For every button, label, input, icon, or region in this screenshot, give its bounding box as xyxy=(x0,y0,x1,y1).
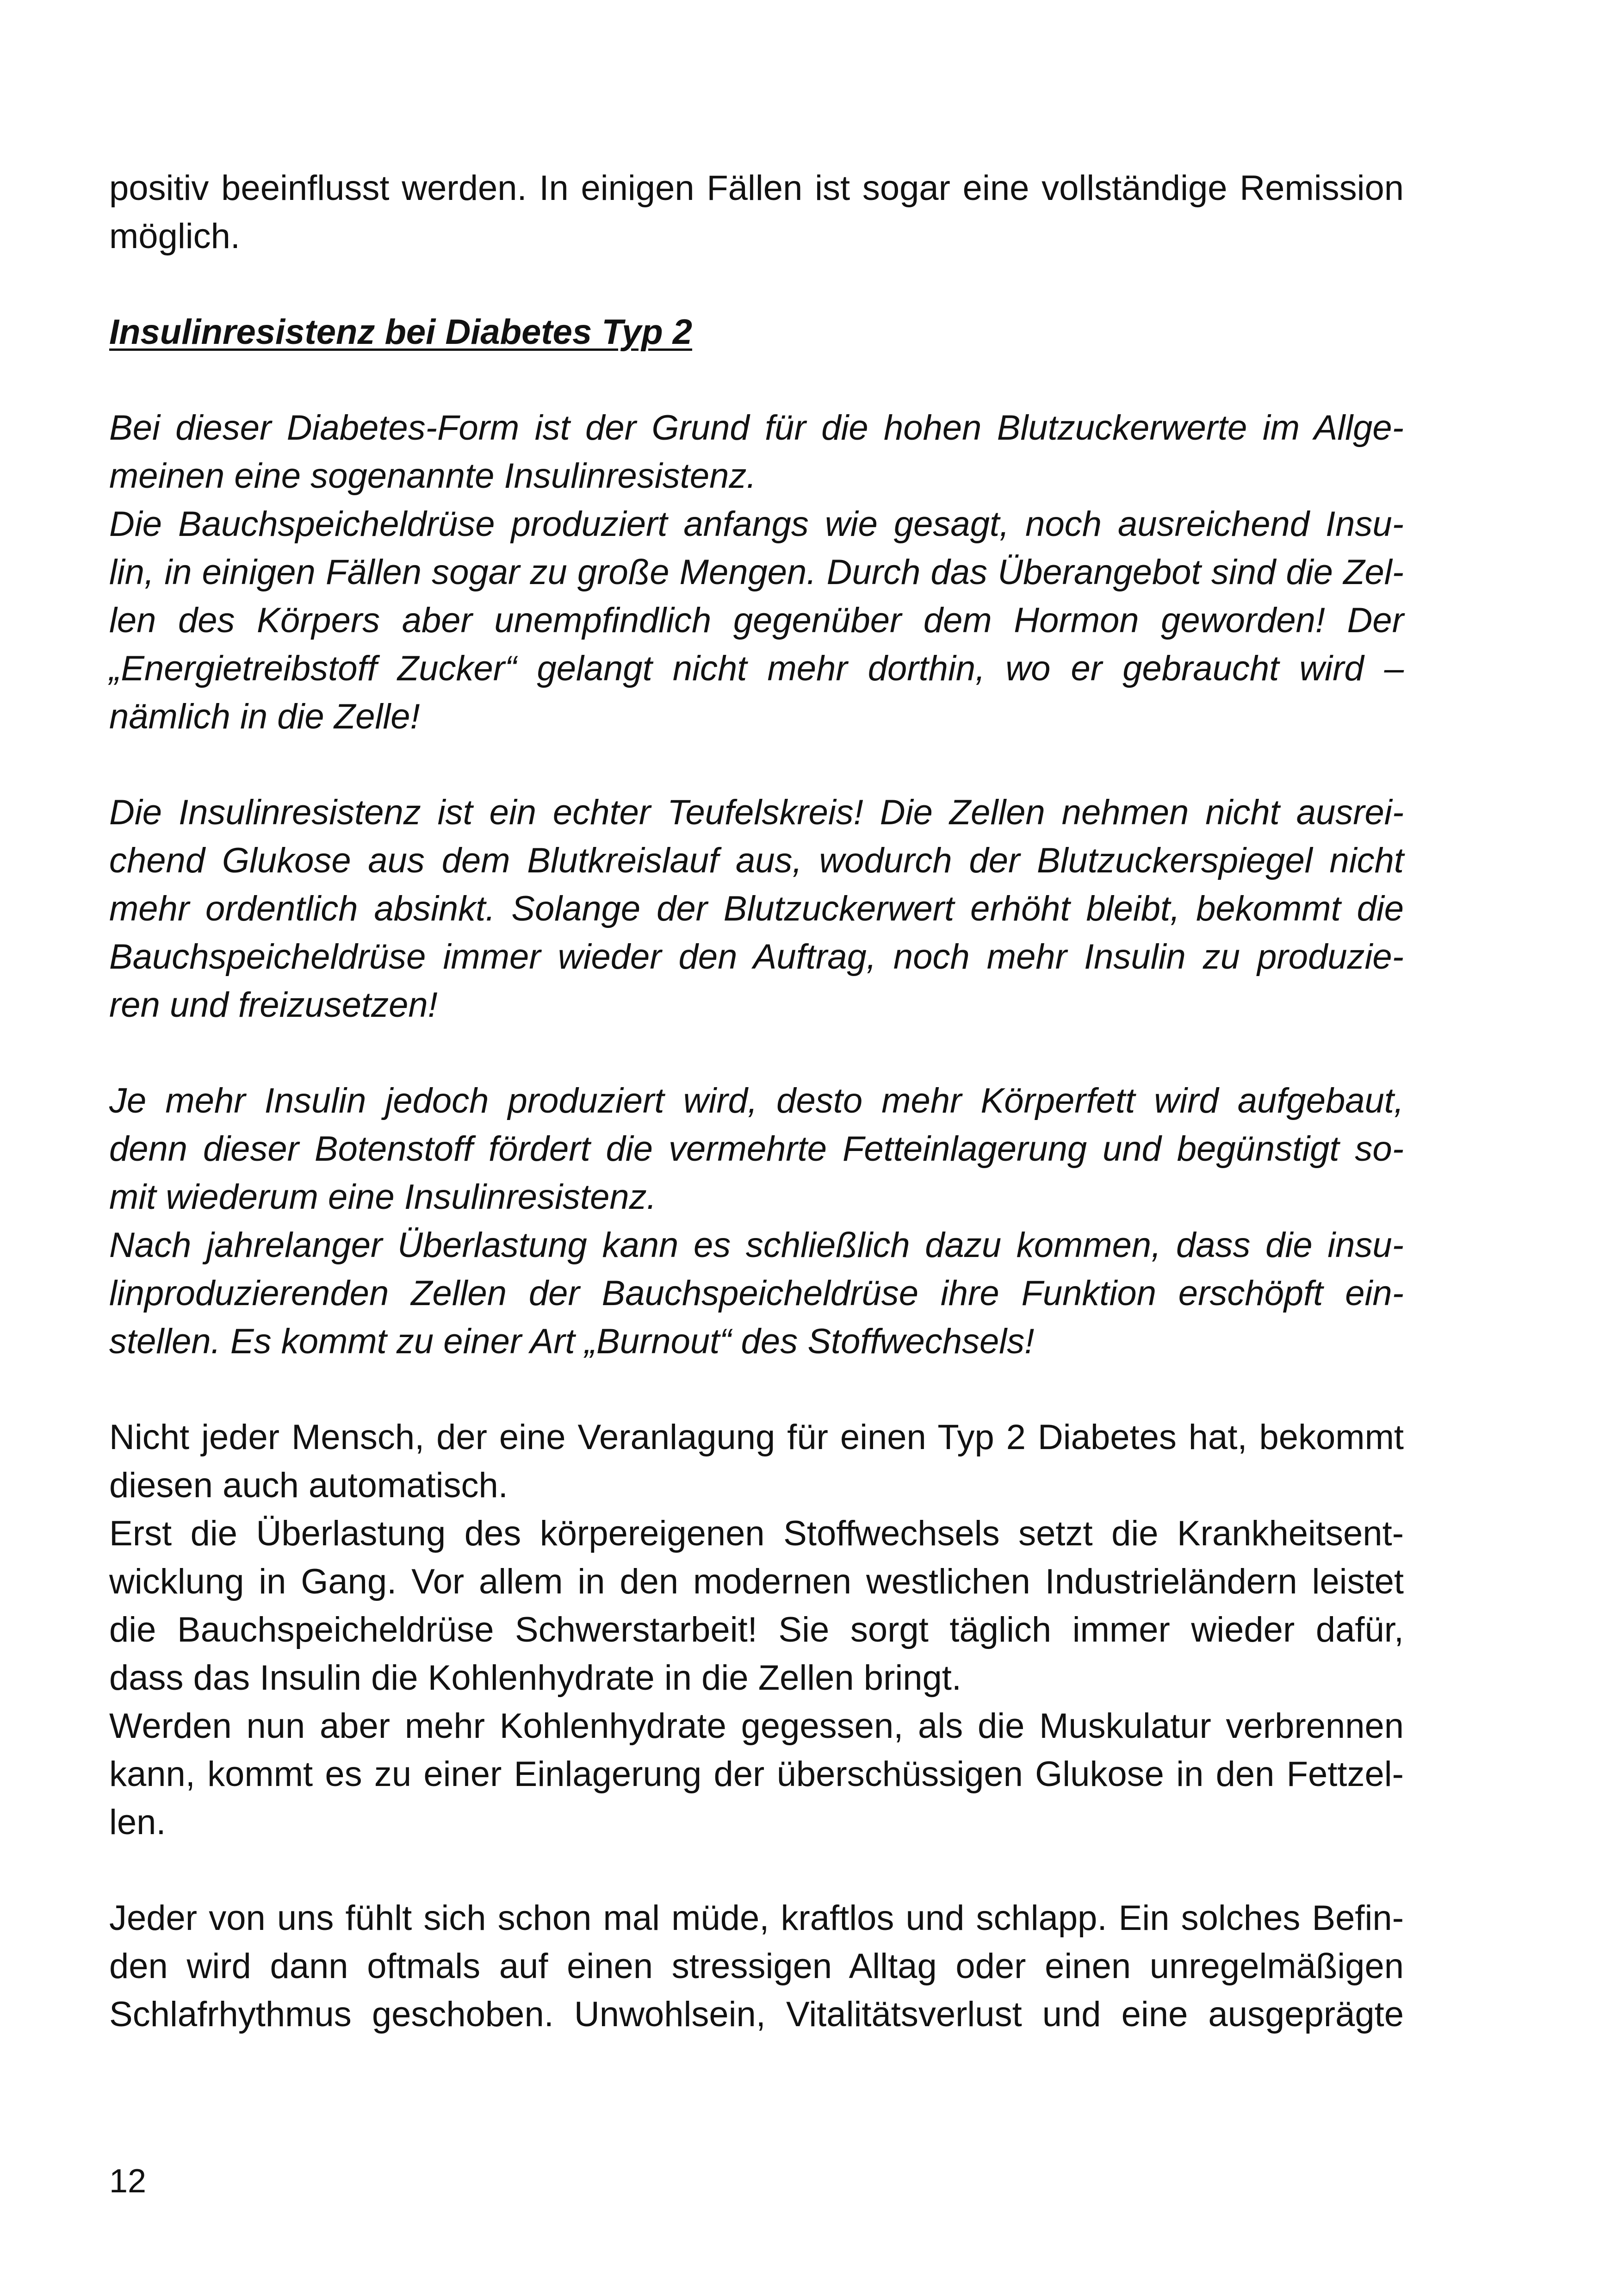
text-line: Die Insulinresistenz ist ein echter Teufelskreis! Die Zellen nehmen nicht ausrei- xyxy=(109,793,1404,832)
text-line: Je mehr Insulin jedoch produziert wird, desto mehr Körperfett wird aufgebaut, xyxy=(109,1081,1404,1120)
text-line: linproduzierenden Zellen der Bauchspeicheldrüse ihre Funktion erschöpft ein- xyxy=(109,1274,1404,1313)
text-line: Nach jahrelanger Überlastung kann es schließlich dazu kommen, dass die insu- xyxy=(109,1226,1404,1265)
text-line: mehr ordentlich absinkt. Solange der Blutzuckerwert erhöht bleibt, bekommt die xyxy=(109,889,1404,928)
text-line: Bei dieser Diabetes-Form ist der Grund für die hohen Blutzuckerwerte im Allge- xyxy=(109,408,1404,448)
text-line: dass das Insulin die Kohlenhydrate in die Zellen bringt. xyxy=(109,1658,962,1698)
text-line: stellen. Es kommt zu einer Art „Burnout“ des Stoffwechsels! xyxy=(109,1322,1035,1361)
text-line: chend Glukose aus dem Blutkreislauf aus, wodurch der Blutzuckerspiegel nicht xyxy=(109,841,1404,880)
text-line: meinen eine sogenannte Insulinresistenz. xyxy=(109,456,756,496)
text-line: möglich. xyxy=(109,217,240,256)
text-line: nämlich in die Zelle! xyxy=(109,697,420,736)
text-line: diesen auch automatisch. xyxy=(109,1466,508,1505)
text-line: Nicht jeder Mensch, der eine Veranlagung für einen Typ 2 Diabetes hat, bekommt xyxy=(109,1418,1404,1457)
text-line: den wird dann oftmals auf einen stressigen Alltag oder einen unregelmäßigen xyxy=(109,1947,1404,1986)
text-line: len des Körpers aber unempfindlich gegenüber dem Hormon geworden! Der xyxy=(109,601,1404,640)
page-number: 12 xyxy=(109,2163,147,2200)
text-line: ren und freizusetzen! xyxy=(109,985,438,1025)
text-line: Die Bauchspeicheldrüse produziert anfangs wie gesagt, noch ausreichend Insu- xyxy=(109,504,1404,544)
text-line: Erst die Überlastung des körpereigenen Stoffwechsels setzt die Krankheitsent- xyxy=(109,1514,1404,1553)
text-line: len. xyxy=(109,1803,166,1842)
text-line: kann, kommt es zu einer Einlagerung der überschüssigen Glukose in den Fettzel- xyxy=(109,1755,1404,1794)
text-line: „Energietreibstoff Zucker“ gelangt nicht mehr dorthin, wo er gebraucht wird – xyxy=(109,649,1404,688)
text-line: Werden nun aber mehr Kohlenhydrate gegessen, als die Muskulatur verbrennen xyxy=(109,1706,1404,1746)
text-line: mit wiederum eine Insulinresistenz. xyxy=(109,1177,657,1217)
text-line: wicklung in Gang. Vor allem in den modernen westlichen Industrieländern leistet xyxy=(109,1562,1404,1601)
text-line: Bauchspeicheldrüse immer wieder den Auftrag, noch mehr Insulin zu produzie- xyxy=(109,937,1404,977)
text-line: Schlafrhythmus geschoben. Unwohlsein, Vitalitätsverlust und eine ausgeprägte xyxy=(109,1995,1404,2034)
text-line: lin, in einigen Fällen sogar zu große Mengen. Durch das Überangebot sind die Zel- xyxy=(109,553,1404,592)
section-heading: Insulinresistenz bei Diabetes Typ 2 xyxy=(109,312,693,352)
text-line: Jeder von uns fühlt sich schon mal müde, kraftlos und schlapp. Ein solches Befin- xyxy=(109,1898,1404,1938)
text-line: denn dieser Botenstoff fördert die vermehrte Fetteinlagerung und begünstigt so- xyxy=(109,1129,1404,1169)
text-line: positiv beeinflusst werden. In einigen Fällen ist sogar eine vollständige Remission xyxy=(109,168,1404,208)
text-line: die Bauchspeicheldrüse Schwerstarbeit! Sie sorgt täglich immer wieder dafür, xyxy=(109,1610,1404,1649)
